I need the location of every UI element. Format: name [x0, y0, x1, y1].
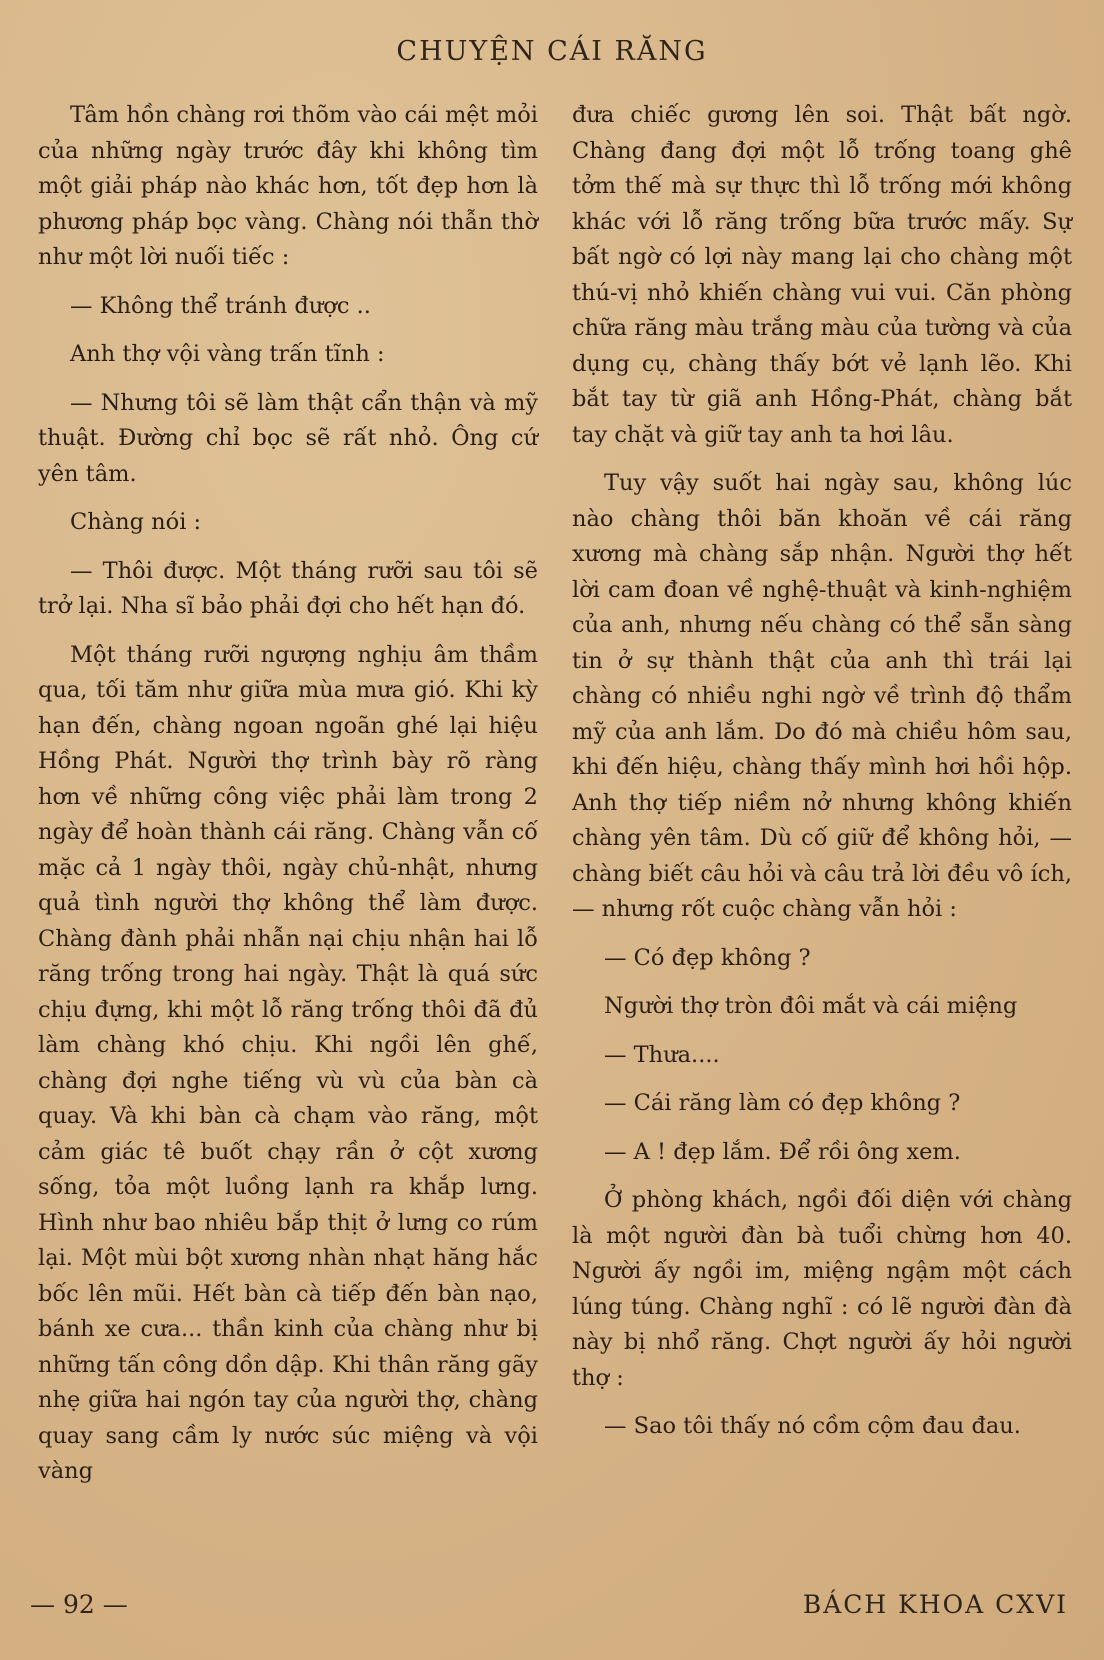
magazine-name: BÁCH KHOA CXVI: [802, 1590, 1068, 1619]
paragraph: Chàng nói :: [70, 509, 202, 535]
dialogue-line: — Sao tôi thấy nó cồm cộm đau đau.: [604, 1413, 1021, 1439]
paragraph: Ở phòng khách, ngồi đối diện với chàng là một người đàn bà tuổi chừng hơn 40. Người ấy ngồi im, miệng ngậm một cách lúng túng. Chàng nghĩ : có lẽ người đàn đà này bị nhổ răng. Chợt người ấy hỏi người thợ :: [572, 1187, 1072, 1391]
paragraph: đưa chiếc gương lên soi. Thật bất ngờ. Chàng đang đợi một lỗ trống toang ghê tởm thế mà sự thực thì lỗ trống mới không khác với lỗ răng trống bữa trước mấy. Sự bất ngờ có lợi này mang lại cho chàng một thú-vị nhỏ khiến chàng vui vui. Căn phòng chữa răng màu trắng màu của tường và của dụng cụ, chàng thấy bớt vẻ lạnh lẽo. Khi bắt tay từ giã anh Hồng-Phát, chàng bắt tay chặt và giữ tay anh ta hơi lâu.: [572, 102, 1072, 448]
dialogue-line: — Thôi được. Một tháng rưỡi sau tôi sẽ trở lại. Nha sĩ bảo phải đợi cho hết hạn đó.: [38, 557, 538, 619]
page-header-title: CHUYỆN CÁI RĂNG: [396, 36, 708, 67]
paragraph: Anh thợ vội vàng trấn tĩnh :: [70, 341, 385, 367]
dialogue-line: — Không thể tránh được ..: [70, 292, 371, 319]
left-text-column: [38, 98, 538, 1503]
dialogue-line: — A ! đẹp lắm. Để rồi ông xem.: [604, 1138, 961, 1165]
paragraph: Tâm hồn chàng rơi thõm vào cái mệt mỏi của những ngày trước đây khi không tìm một giải pháp nào khác hơn, tốt đẹp hơn là phương pháp bọc vàng. Chàng nói thẫn thờ như một lời nuối tiếc :: [38, 102, 538, 270]
paragraph: Người thợ tròn đôi mắt và cái miệng: [604, 993, 1018, 1019]
dialogue-line: — Thưa....: [604, 1041, 720, 1068]
dialogue-line: — Nhưng tôi sẽ làm thật cẩn thận và mỹ thuật. Đường chỉ bọc sẽ rất nhỏ. Ông cứ yên tâm.: [38, 389, 538, 487]
paragraph: Tuy vậy suốt hai ngày sau, không lúc nào chàng thôi băn khoăn về cái răng xương mà chàng sắp nhận. Người thợ hết lời cam đoan về nghệ-thuật và kinh-nghiệm của anh, nhưng nếu chàng có thể sẵn sàng tin ở sự thành thật của anh thì trái lại chàng có nhiều nghi ngờ về trình độ thẩm mỹ của anh lắm. Do đó mà chiều hôm sau, khi đến hiệu, chàng thấy mình hơi hồi hộp. Anh thợ tiếp niềm nở nhưng không khiến chàng yên tâm. Dù cố giữ để không hỏi, — chàng biết câu hỏi và câu trả lời đều vô ích, — nhưng rốt cuộc chàng vẫn hỏi :: [572, 470, 1072, 922]
dialogue-line: — Có đẹp không ?: [604, 944, 811, 971]
dialogue-line: — Cái răng làm có đẹp không ?: [604, 1090, 961, 1116]
paragraph: Một tháng rưỡi ngượng nghịu âm thầm qua, tối tăm như giữa mùa mưa gió. Khi kỳ hạn đến, chàng ngoan ngoãn ghé lại hiệu Hồng Phát. Người thợ trình bày rõ ràng hơn về những công việc phải làm trong 2 ngày để hoàn thành cái răng. Chàng vẫn cố mặc cả 1 ngày thôi, ngày chủ-nhật, nhưng quả tình người thợ không thể làm được. Chàng đành phải nhẫn nại chịu nhận hai lỗ răng trống trong hai ngày. Thật là quá sức chịu đựng, khi một lỗ răng trống thôi đã đủ làm chàng khó chịu. Khi ngồi lên ghế, chàng đợi nghe tiếng vù vù của bàn cà quay. Và khi bàn cà chạm vào răng, một cảm giác tê buốt chạy rần ở cột xương sống, tỏa một luồng lạnh ra khắp lưng. Hình như bao nhiêu bắp thịt ở lưng co rúm lại. Một mùi bột xương nhàn nhạt hăng hắc bốc lên mũi. Hết bàn cà tiếp đến bàn nạo, bánh xe cưa... thần kinh của chàng như bị những tấn công dồn dập. Khi thân răng gãy nhẹ giữa hai ngón tay của người thợ, chàng quay sang cầm ly nước súc miệng và vội vàng: [38, 641, 538, 1484]
page-number: — 92 —: [30, 1590, 128, 1619]
right-text-column: [572, 98, 1072, 1458]
